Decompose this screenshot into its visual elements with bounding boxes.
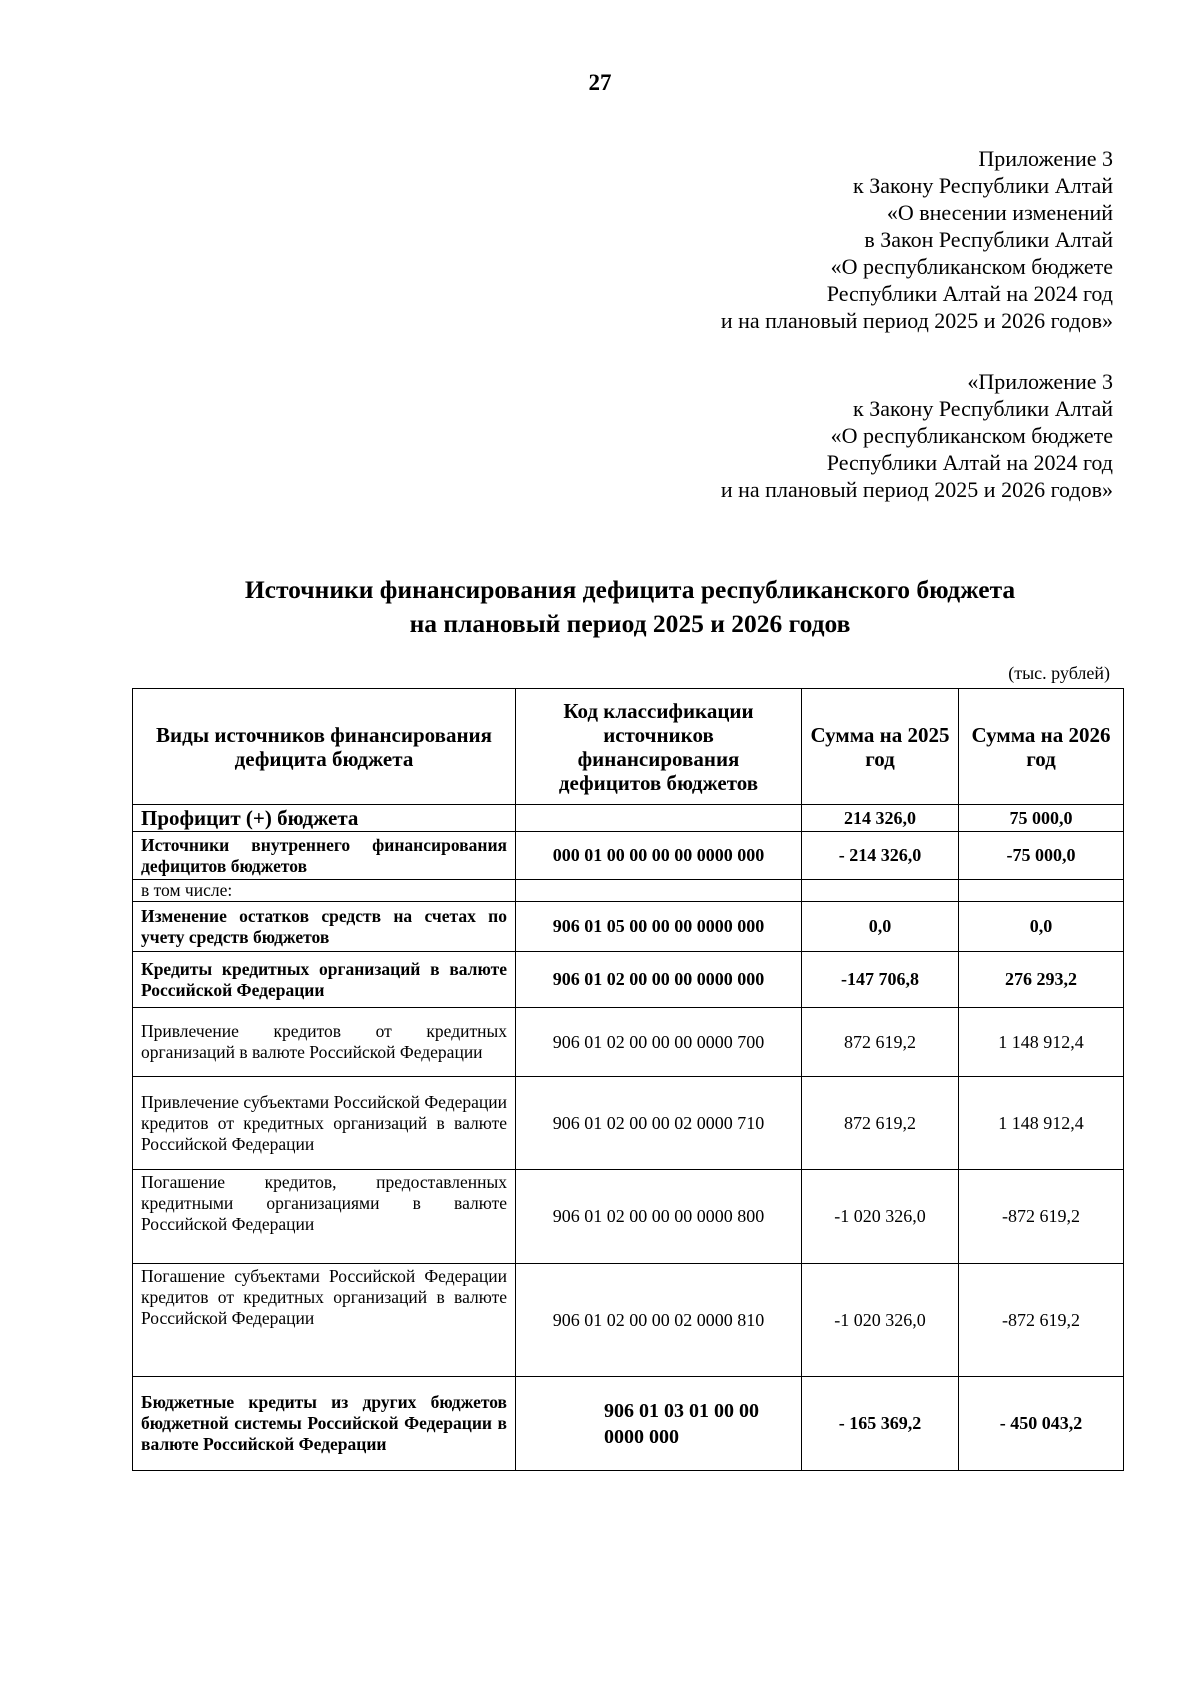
table-row xyxy=(133,805,1124,832)
row-name: Погашение субъектами Российской Федерации кредитов от кредитных организаций в валюте Российской Федерации xyxy=(133,1264,516,1377)
row-sum-2025: -147 706,8 xyxy=(802,952,959,1008)
row-name: Погашение кредитов, предоставленных кредитными организациями в валюте Российской Федерации xyxy=(133,1170,516,1264)
title-line: Источники финансирования дефицита республиканского бюджета xyxy=(244,575,1016,604)
header-sum-2026: Сумма на 2026 год xyxy=(959,689,1124,805)
row-sum-2025: - 214 326,0 xyxy=(802,832,959,880)
row-name: Привлечение кредитов от кредитных организаций в валюте Российской Федерации xyxy=(133,1008,516,1077)
row-sum-2026: 0,0 xyxy=(959,902,1124,952)
appendix-line: к Закону Республики Алтай xyxy=(853,396,1113,421)
row-code: 000 01 00 00 00 00 0000 000 xyxy=(516,832,802,880)
appendix-line: и на плановый период 2025 и 2026 годов» xyxy=(720,308,1113,333)
appendix-line: и на плановый период 2025 и 2026 годов» xyxy=(720,477,1113,502)
row-sum-2026: - 450 043,2 xyxy=(959,1377,1124,1471)
row-name: Изменение остатков средств на счетах по учету средств бюджетов xyxy=(133,902,516,952)
row-sum-2026: 75 000,0 xyxy=(959,805,1124,832)
appendix-line: в Закон Республики Алтай xyxy=(864,227,1113,252)
table-row xyxy=(133,1008,1124,1077)
table-row xyxy=(133,902,1124,952)
table-row xyxy=(133,1170,1124,1264)
row-code: 906 01 02 00 00 02 0000 710 xyxy=(516,1077,802,1170)
row-name: Кредиты кредитных организаций в валюте Российской Федерации xyxy=(133,952,516,1008)
table-row xyxy=(133,880,1124,902)
table-row xyxy=(133,1377,1124,1471)
row-sum-2026: -75 000,0 xyxy=(959,832,1124,880)
financing-sources-table xyxy=(132,688,1124,1471)
row-code: 906 01 02 00 00 00 0000 800 xyxy=(516,1170,802,1264)
row-sum-2026: 1 148 912,4 xyxy=(959,1077,1124,1170)
row-name: Бюджетные кредиты из других бюджетов бюджетной системы Российской Федерации в валюте Российской Федерации xyxy=(133,1377,516,1471)
table-header-row xyxy=(133,689,1124,805)
row-sum-2026: -872 619,2 xyxy=(959,1264,1124,1377)
row-name: Профицит (+) бюджета xyxy=(133,805,516,832)
row-name: Привлечение субъектами Российской Федерации кредитов от кредитных организаций в валюте Российской Федерации xyxy=(133,1077,516,1170)
appendix-line: «Приложение 3 xyxy=(967,369,1113,394)
row-sum-2026: 1 148 912,4 xyxy=(959,1008,1124,1077)
appendix-line: Приложение 3 xyxy=(978,146,1113,171)
row-sum-2025: 872 619,2 xyxy=(802,1077,959,1170)
header-classification-code: Код классификации источников финансирования дефицитов бюджетов xyxy=(516,689,802,805)
row-code: 906 01 05 00 00 00 0000 000 xyxy=(516,902,802,952)
row-sum-2026: -872 619,2 xyxy=(959,1170,1124,1264)
appendix-line: «О республиканском бюджете xyxy=(830,423,1113,448)
appendix-line: Республики Алтай на 2024 год xyxy=(826,450,1113,475)
appendix-line: к Закону Республики Алтай xyxy=(853,173,1113,198)
table-row xyxy=(133,1077,1124,1170)
table-row xyxy=(133,1264,1124,1377)
appendix-line: «О республиканском бюджете xyxy=(830,254,1113,279)
row-name: Источники внутреннего финансирования дефицитов бюджетов xyxy=(133,832,516,880)
row-sum-2025: - 165 369,2 xyxy=(802,1377,959,1471)
row-sum-2025: -1 020 326,0 xyxy=(802,1170,959,1264)
row-sum-2025: -1 020 326,0 xyxy=(802,1264,959,1377)
row-sum-2026: 276 293,2 xyxy=(959,952,1124,1008)
row-sum-2025: 214 326,0 xyxy=(802,805,959,832)
appendix-original-block xyxy=(721,368,1113,503)
row-sum-2025: 872 619,2 xyxy=(802,1008,959,1077)
row-sum-2026 xyxy=(959,880,1124,902)
row-code: 906 01 02 00 00 02 0000 810 xyxy=(516,1264,802,1377)
row-code xyxy=(516,805,802,832)
table-row xyxy=(133,952,1124,1008)
row-code: 906 01 02 00 00 00 0000 700 xyxy=(516,1008,802,1077)
appendix-line: «О внесении изменений xyxy=(886,200,1113,225)
document-title xyxy=(0,573,1200,641)
row-code xyxy=(516,880,802,902)
row-sum-2025: 0,0 xyxy=(802,902,959,952)
row-code: 906 01 02 00 00 00 0000 000 xyxy=(516,952,802,1008)
page-number: 27 xyxy=(588,70,612,95)
row-name: в том числе: xyxy=(133,880,516,902)
appendix-reference-block xyxy=(721,145,1113,334)
header-source-type: Виды источников финансирования дефицита бюджета xyxy=(133,689,516,805)
header-sum-2025: Сумма на 2025 год xyxy=(802,689,959,805)
title-line: на плановый период 2025 и 2026 годов xyxy=(409,609,851,638)
row-code: 906 01 03 01 00 00 0000 000 xyxy=(516,1377,802,1471)
appendix-line: Республики Алтай на 2024 год xyxy=(826,281,1113,306)
table-row xyxy=(133,832,1124,880)
row-sum-2025 xyxy=(802,880,959,902)
units-label: (тыс. рублей) xyxy=(1008,663,1110,683)
